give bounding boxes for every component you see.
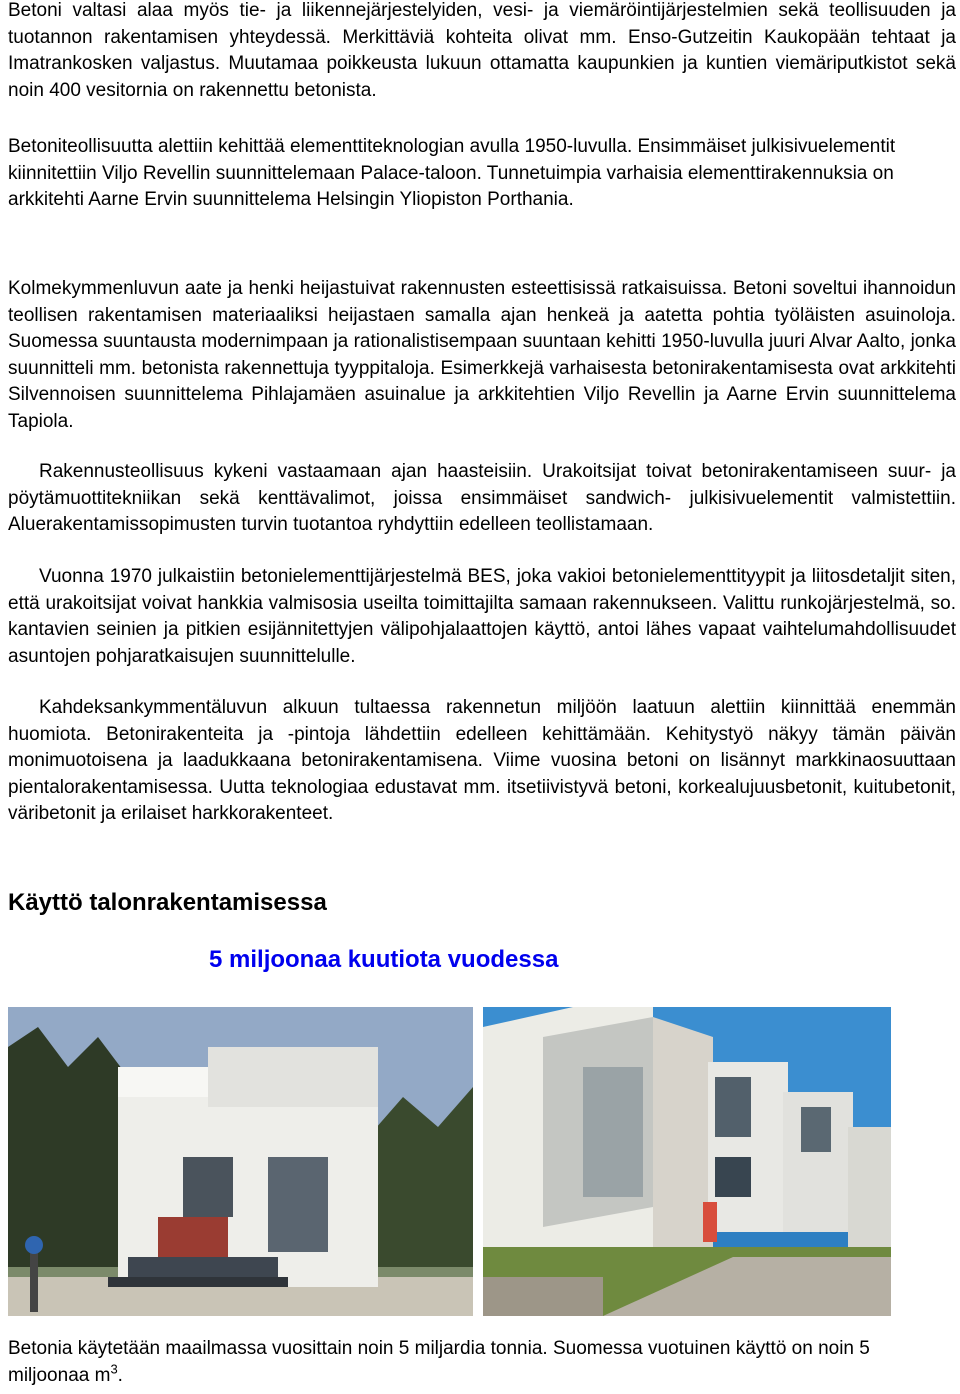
caption-text: Betonia käytetään maailmassa vuosittain noin 5 miljardia tonnia. Suomessa vuotuinen käyttö on noin 5 miljoonaa m <box>8 1338 870 1386</box>
paragraph-element-technology: Betoniteollisuutta alettiin kehittää elementtiteknologian avulla 1950-luvulla. Ensimmäiset julkisivuelementit kiinnitettiin Viljo Revellin suunnittelemaan Palace-taloon. Tunnetuimpia varhaisia elementtirakennuksia on arkkitehti Aarne Ervin suunnittelema Helsingin Yliopiston Porthania. <box>8 136 896 210</box>
photo-apartment-blocks <box>483 1007 891 1316</box>
photo-caption <box>8 1336 956 1389</box>
paragraph-bes-system: Vuonna 1970 julkaistiin betonielementtijärjestelmä BES, joka vakioi betonielementtityypit ja liitosdetaljit siten, että urakoitsijat voivat hankkia valmisosia useilta toimittajilta samaan rakennukseen. Valittu runkojärjestelmä, so. kantavien seinien ja pitkien esijännitettyjen välipohjalaattojen käyttö, antoi lähes vapaat vaihtelumahdollisuudet asuntojen pohjaratkaisujen suunnittelulle. <box>8 566 956 667</box>
section-subheading: 5 miljoonaa kuutiota vuodessa <box>209 946 559 973</box>
paragraph-thirties-aesthetics: Kolmekymmenluvun aate ja henki heijastuivat rakennusten esteettisissä ratkaisuissa. Betoni soveltui ihannoidun teollisen rakentamisen materiaaliksi heijastaen samalla ajan henkeä ja aatetta pohtia työläisten asuinoloja. Suomessa suuntausta modernimpaan ja rationalistisempaan suuntaan kehitti 1950-luvulla juuri Alvar Aalto, jonka suunnitteli mm. betonista rakennettuja tyyppitaloja. Esimerkkejä varhaisesta betonirakentamisesta ovat arkkitehti Silvennoisen suunnittelema Pihlajamäen asuinalue ja arkkitehtien Viljo Revellin ja Aarne Ervin suunnittelema Tapiola. <box>8 278 956 432</box>
paragraph-infrastructure: Betoni valtasi alaa myös tie- ja liikennejärjestelyiden, vesi- ja viemäröintijärjestelmien sekä teollisuuden ja tuotannon rakentamisen yhteydessä. Merkittäviä kohteita olivat mm. Enso-Gutzeitin Kaukopään tehtaat ja Imatrankosken valjastus. Muutamaa poikkeusta lukuun ottamatta kaupunkien ja kuntien viemäriputkistot sekä noin 400 vesitornia on rakennettu betonista. <box>8 0 956 101</box>
paragraph-construction-industry: Rakennusteollisuus kykeni vastaamaan ajan haasteisiin. Urakoitsijat toivat betonirakentamiseen suur- ja pöytämuottitekniikan sekä kenttävalimot, joissa ensimmäiset sandwich- julkisivuelementit valmistettiin. Aluerakentamissopimusten turvin tuotantoa ryhdyttiin edelleen teollistamaan. <box>8 461 956 535</box>
section-heading: Käyttö talonrakentamisessa <box>8 889 327 916</box>
caption-superscript: 3 <box>110 1361 118 1377</box>
photo-white-house <box>8 1007 473 1316</box>
caption-end: . <box>117 1364 123 1386</box>
paragraph-eighties-quality: Kahdeksankymmentäluvun alkuun tultaessa rakennetun miljöön laatuun alettiin kiinnittää enemmän huomiota. Betonirakenteita ja -pintoja lähdettiin edelleen kehittämään. Kehitystyö näkyy tämän päivän monimuotoisena ja laadukkaana betonirakentamisena. Viime vuosina betoni on lisännyt markkinaosuuttaan pientalorakentamisessa. Uutta teknologiaa edustavat mm. itsetiivistyvä betoni, korkealujuusbetonit, kuitubetonit, väribetonit ja erilaiset harkkorakenteet. <box>8 697 956 824</box>
